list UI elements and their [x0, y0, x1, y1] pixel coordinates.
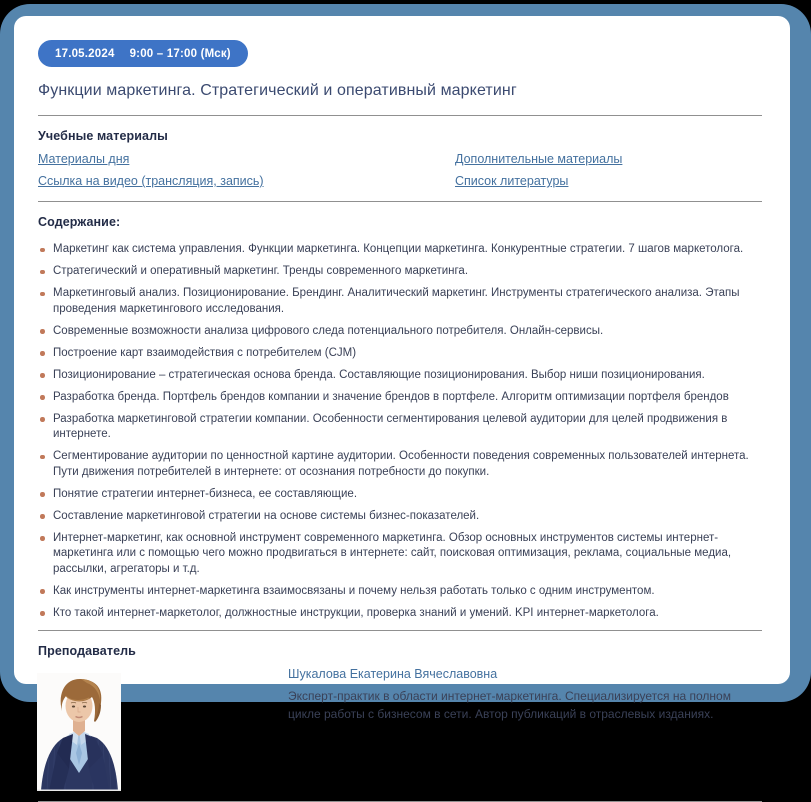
materials-heading: Учебные материалы — [38, 129, 168, 143]
page-background-panel — [0, 4, 811, 721]
content-item: Маркетинг как система управления. Функции маркетинга. Концепции маркетинга. Конкурентные стратегии. 7 шагов маркетолога. — [38, 242, 750, 258]
divider — [38, 115, 762, 116]
content-item: Разработка маркетинговой стратегии компании. Особенности сегментирования целевой аудитории для целей продвижения в интернете. — [38, 412, 750, 443]
content-item: Позиционирование – стратегическая основа бренда. Составляющие позиционирования. Выбор ниши позиционирования. — [38, 368, 750, 384]
content-item: Построение карт взаимодействия с потребителем (CJM) — [38, 346, 750, 362]
material-link[interactable]: Дополнительные материалы — [455, 152, 623, 166]
material-link[interactable]: Список литературы — [455, 174, 569, 188]
content-card — [14, 16, 790, 721]
content-list — [38, 242, 762, 621]
divider — [38, 201, 762, 202]
material-link[interactable]: Ссылка на видео (трансляция, запись) — [38, 174, 264, 188]
content-item: Современные возможности анализа цифрового следа потенциального потребителя. Онлайн-сервисы. — [38, 324, 750, 340]
teacher-heading: Преподаватель — [38, 644, 136, 658]
teacher-photo — [37, 673, 121, 791]
teacher-portrait-image — [37, 673, 121, 791]
page-title: Функции маркетинга. Стратегический и оперативный маркетинг — [38, 82, 517, 99]
teacher-info — [288, 665, 762, 723]
content-item: Сегментирование аудитории по ценностной картине аудитории. Особенности поведения современных пользователей интернета. Пути движения потребителей в интернете: от осознания потребности до покупки. — [38, 449, 750, 480]
content-item: Понятие стратегии интернет-бизнеса, ее составляющие. — [38, 487, 750, 503]
date-badge — [38, 40, 248, 67]
teacher-name-link[interactable]: Шукалова Екатерина Вячеславовна — [288, 667, 498, 681]
content-heading: Содержание: — [38, 215, 121, 229]
teacher-bio: Эксперт-практик в области интернет-маркетинга. Специализируется на полном цикле работы с бизнесом в сети. Автор публикаций в отраслевых изданиях. — [288, 689, 731, 721]
content-item: Кто такой интернет-маркетолог, должностные инструкции, проверка знаний и умений. KPI интернет-маркетолога. — [38, 606, 750, 622]
teacher-section — [38, 667, 762, 791]
material-link[interactable]: Материалы дня — [38, 152, 130, 166]
materials-links — [38, 153, 762, 188]
content-item: Интернет-маркетинг, как основной инструмент современного маркетинга. Обзор основных инструментов системы интернет-маркетинга или с помощью чего можно продвигаться в интернете: сайт, поисковая оптимизация, реклама, социальные медиа, рассылки, агрегаторы и т.д. — [38, 531, 750, 578]
badge-time: 9:00 – 17:00 (Мск) — [129, 47, 231, 60]
divider — [38, 630, 762, 631]
content-item: Стратегический и оперативный маркетинг. Тренды современного маркетинга. — [38, 264, 750, 280]
content-item: Маркетинговый анализ. Позиционирование. Брендинг. Аналитический маркетинг. Инструменты стратегического анализа. Этапы проведения маркетингового исследования. — [38, 286, 750, 317]
content-item: Составление маркетинговой стратегии на основе системы бизнес-показателей. — [38, 509, 750, 525]
badge-date: 17.05.2024 — [55, 47, 115, 60]
content-item: Как инструменты интернет-маркетинга взаимосвязаны и почему нельзя работать только с одним инструментом. — [38, 584, 750, 600]
content-item: Разработка бренда. Портфель брендов компании и значение брендов в портфеле. Алгоритм оптимизации портфеля брендов — [38, 390, 750, 406]
